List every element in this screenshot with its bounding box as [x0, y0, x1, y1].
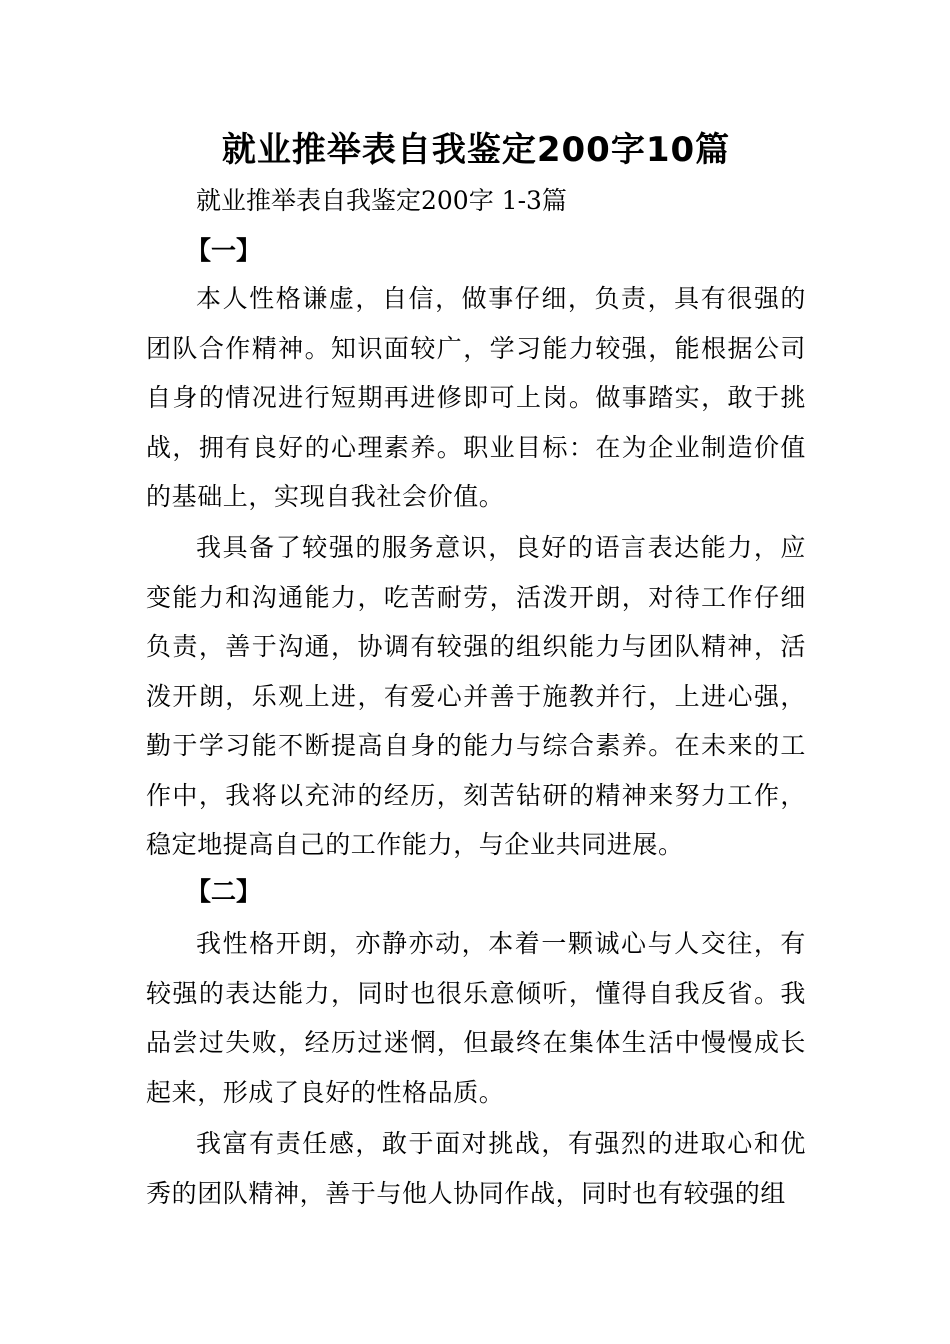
paragraph-1-2: 我具备了较强的服务意识，良好的语言表达能力，应变能力和沟通能力，吃苦耐劳，活泼开朗，对待工作仔细负责，善于沟通，协调有较强的组织能力与团队精神，活泼开朗，乐观上进，有爱心并善于施教并行，上进心强，勤于学习能不断提高自身的能力与综合素养。在未来的工作中，我将以充沛的经历，刻苦钻研的精神来努力工作，稳定地提高自己的工作能力，与企业共同进展。 [146, 533, 806, 859]
paragraph-2-1: 我性格开朗，亦静亦动，本着一颗诚心与人交往，有较强的表达能力，同时也很乐意倾听，懂得自我反省。我品尝过失败，经历过迷惘，但最终在集体生活中慢慢成长起来，形成了良好的性格品质。 [146, 929, 806, 1107]
section-heading-2: 【二】 [186, 877, 262, 906]
document-title: 就业推举表自我鉴定200字10篇 [221, 130, 731, 170]
document-subtitle: 就业推举表自我鉴定200字 1-3篇 [196, 186, 567, 215]
paragraph-1-1: 本人性格谦虚，自信，做事仔细，负责，具有很强的团队合作精神。知识面较广，学习能力较强，能根据公司自身的情况进行短期再进修即可上岗。做事踏实，敢于挑战，拥有良好的心理素养。职业目标：在为企业制造价值的基础上，实现自我社会价值。 [146, 284, 806, 511]
section-heading-1: 【一】 [186, 236, 262, 265]
paragraph-2-2: 我富有责任感，敢于面对挑战，有强烈的进取心和优秀的团队精神，善于与他人协同作战，同时也有较强的组 [146, 1129, 806, 1208]
